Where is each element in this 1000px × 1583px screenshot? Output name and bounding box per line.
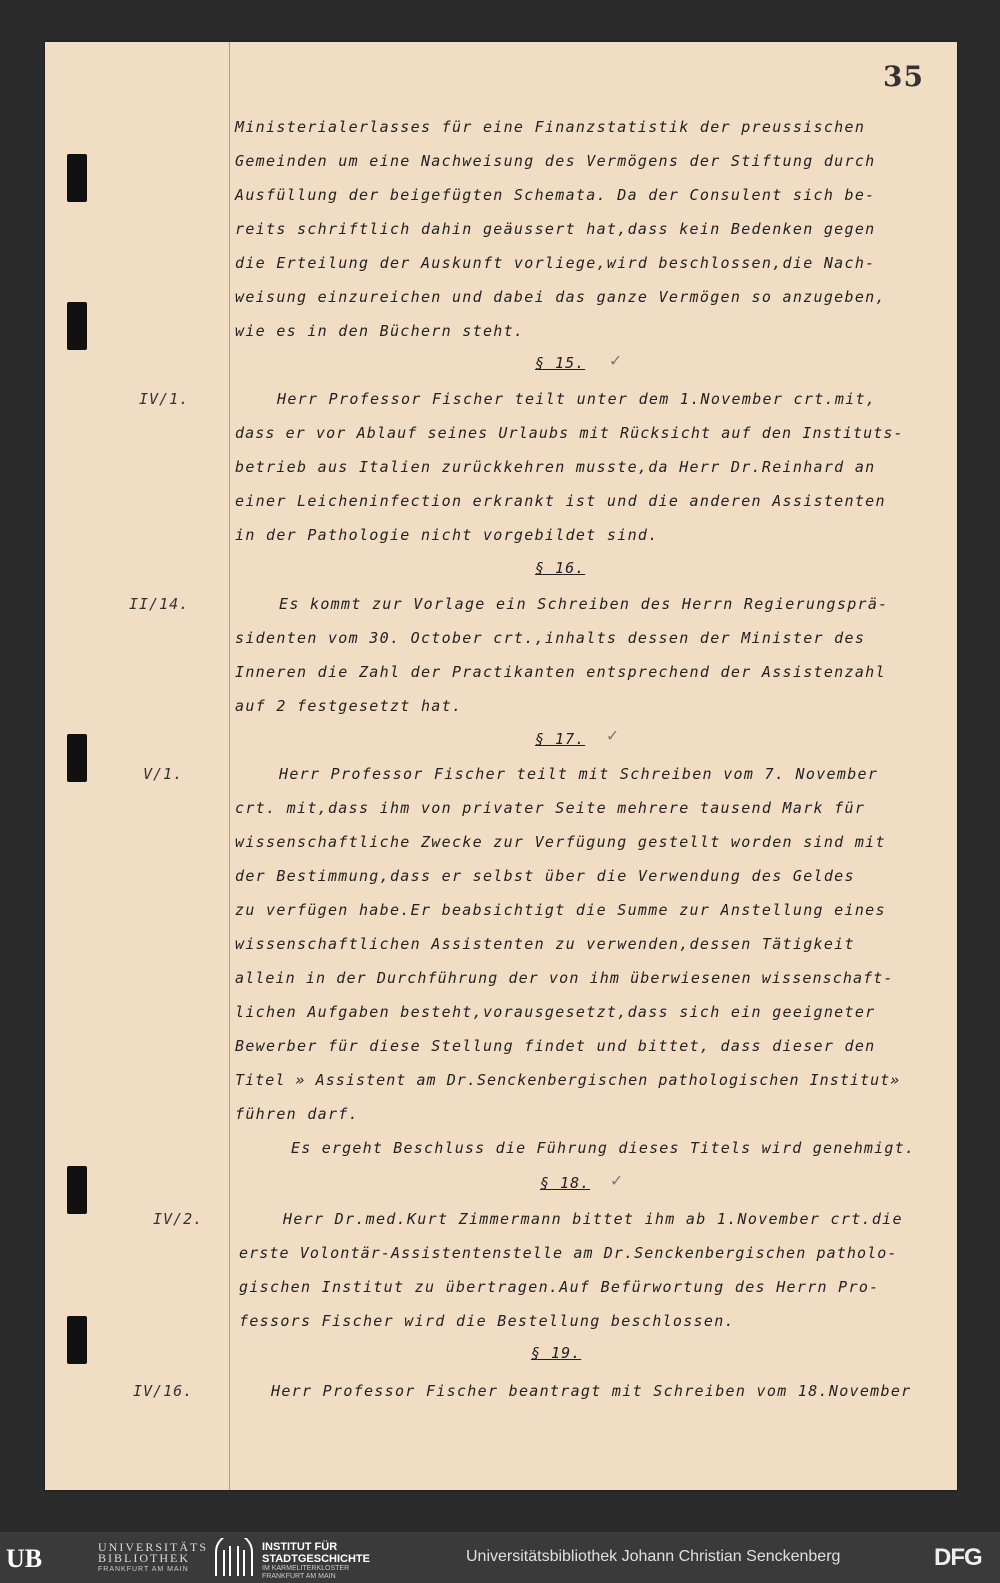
text-line: wissenschaftliche Zwecke zur Verfügung gestellt worden sind mit — [235, 833, 886, 851]
text-line: Es ergeht Beschluss die Führung dieses Titels wird genehmigt. — [291, 1139, 916, 1157]
section-heading: § 16. — [535, 559, 586, 577]
text-line: Titel » Assistent am Dr.Senckenbergischen pathologischen Institut» — [235, 1071, 901, 1089]
text-line: führen darf. — [235, 1105, 359, 1123]
text-line: in der Pathologie nicht vorgebildet sind. — [235, 526, 659, 544]
footer-library-name: Universitätsbibliothek Johann Christian Senckenberg — [466, 1548, 841, 1565]
text-line: einer Leicheninfection erkrankt ist und die anderen Assistenten — [235, 492, 886, 510]
footer-bar — [0, 1532, 1000, 1583]
text-line: auf 2 festgesetzt hat. — [235, 697, 463, 715]
dfg-logo: DFG — [934, 1544, 982, 1571]
text-line: lichen Aufgaben besteht,vorausgesetzt,dass sich ein geeigneter — [235, 1003, 876, 1021]
section-heading: § 19. — [531, 1344, 582, 1362]
text-line: zu verfügen habe.Er beabsichtigt die Summe zur Anstellung eines — [235, 901, 886, 919]
text-line: erste Volontär-Assistentenstelle am Dr.Senckenbergischen patholo- — [239, 1244, 898, 1262]
check-mark: ✓ — [611, 1170, 622, 1191]
text-line: Inneren die Zahl der Practikanten entsprechend der Assistenzahl — [235, 663, 886, 681]
text-line: Ministerialerlasses für eine Finanzstatistik der preussischen — [235, 118, 866, 136]
punch-hole-3 — [67, 734, 87, 782]
text-line: fessors Fischer wird die Bestellung beschlossen. — [239, 1312, 735, 1330]
text-line: dass er vor Ablauf seines Urlaubs mit Rücksicht auf den Instituts- — [235, 424, 904, 442]
isg-subtitle — [262, 1565, 349, 1581]
check-mark: ✓ — [610, 350, 621, 371]
section-heading: § 15. — [535, 354, 586, 372]
text-line: sidenten vom 30. October crt.,inhalts dessen der Minister des — [235, 629, 866, 647]
check-mark: ✓ — [607, 725, 618, 746]
punch-hole-5 — [67, 1316, 87, 1364]
punch-hole-2 — [67, 302, 87, 350]
text-line: Bewerber für diese Stellung findet und bittet, dass dieser den — [235, 1037, 876, 1055]
text-line: reits schriftlich dahin geäussert hat,dass kein Bedenken gegen — [235, 220, 876, 238]
section-heading: § 17. — [535, 730, 586, 748]
margin-ref: V/1. — [143, 765, 184, 783]
punch-hole-4 — [67, 1166, 87, 1214]
text-line: der Bestimmung,dass er selbst über die Verwendung des Geldes — [235, 867, 855, 885]
ub-line1: UNIVERSITÄTS — [98, 1540, 208, 1554]
text-line: die Erteilung der Auskunft vorliege,wird beschlossen,die Nach- — [235, 254, 876, 272]
text-line: Herr Professor Fischer teilt mit Schreiben vom 7. November — [279, 765, 879, 783]
text-line: weisung einzureichen und dabei das ganze Vermögen so anzugeben, — [235, 288, 886, 306]
text-line: Ausfüllung der beigefügten Schemata. Da der Consulent sich be- — [235, 186, 876, 204]
margin-line — [229, 42, 230, 1490]
document-page — [45, 42, 957, 1490]
isg-line1: INSTITUT FÜR — [262, 1541, 338, 1553]
text-line: Es kommt zur Vorlage ein Schreiben des Herrn Regierungsprä- — [279, 595, 889, 613]
ub-line2: BIBLIOTHEK — [98, 1551, 190, 1565]
text-line: Herr Professor Fischer beantragt mit Schreiben vom 18.November — [271, 1382, 912, 1400]
text-line: wie es in den Büchern steht. — [235, 322, 525, 340]
punch-hole-1 — [67, 154, 87, 202]
text-line: betrieb aus Italien zurückkehren musste,da Herr Dr.Reinhard an — [235, 458, 876, 476]
ub-subtitle: FRANKFURT AM MAIN — [98, 1566, 189, 1573]
margin-ref: IV/16. — [133, 1382, 194, 1400]
isg-sub2: FRANKFURT AM MAIN — [262, 1573, 336, 1580]
margin-ref: IV/1. — [139, 390, 190, 408]
section-heading: § 18. — [540, 1174, 591, 1192]
margin-ref: IV/2. — [153, 1210, 204, 1228]
margin-ref: II/14. — [129, 595, 190, 613]
isg-sub1: IM KARMELITERKLOSTER — [262, 1565, 350, 1572]
text-line: Herr Dr.med.Kurt Zimmermann bittet ihm ab 1.November crt.die — [283, 1210, 903, 1228]
text-line: wissenschaftlichen Assistenten zu verwenden,dessen Tätigkeit — [235, 935, 855, 953]
text-line: Herr Professor Fischer teilt unter dem 1.November crt.mit, — [277, 390, 877, 408]
text-line: crt. mit,dass ihm von privater Seite mehrere tausend Mark für — [235, 799, 866, 817]
text-line: Gemeinden um eine Nachweisung des Vermögens der Stiftung durch — [235, 152, 876, 170]
page-number: 35 — [883, 60, 924, 93]
text-line: gischen Institut zu übertragen.Auf Befürwortung des Herrn Pro- — [239, 1278, 880, 1296]
text-line: allein in der Durchführung der von ihm überwiesenen wissenschaft- — [235, 969, 894, 987]
isg-line2: STADTGESCHICHTE — [262, 1553, 370, 1565]
ub-logo: UB — [6, 1544, 43, 1573]
isg-columns-icon — [212, 1538, 256, 1578]
ub-wordmark — [98, 1542, 208, 1564]
isg-wordmark — [262, 1541, 370, 1565]
